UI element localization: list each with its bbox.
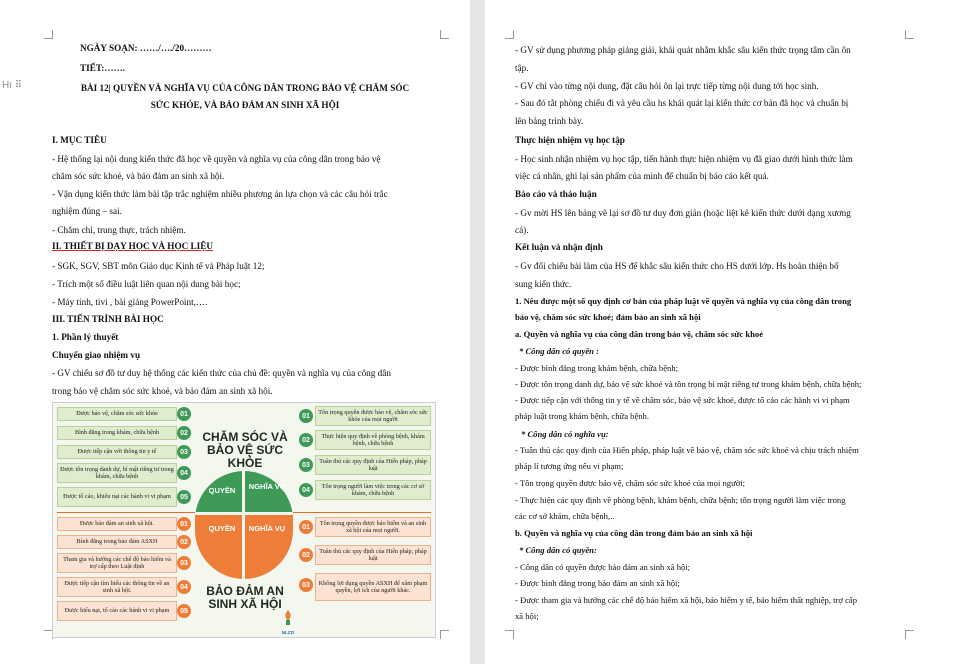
paragraph-line: - Vận dụng kiến thức làm bài tập trắc nghiệm nhiều phương án lựa chọn và các câu hỏi trắc (52, 189, 388, 199)
heading-health: a. Quyền và nghĩa vụ của công dân trong bảo vệ, chăm sóc sức khoẻ (515, 329, 764, 339)
header-date: NGÀY SOẠN: ……/…./20……… (80, 43, 212, 53)
paragraph-line: - GV sử dụng phương pháp giảng giải, khái quát nhằm khắc sâu kiến thức trọng tâm cần ôn (515, 45, 851, 55)
right-item: Được tiếp cận tìm hiểu các thông tin về an sinh xã hội. (57, 577, 177, 597)
paragraph-line: nghiệm đúng – sai. (52, 206, 122, 216)
torch-logo-icon (279, 609, 297, 635)
crop-mark (440, 30, 449, 39)
label-duties-bottom: NGHĨA VỤ (248, 524, 286, 533)
block-drag-handle-icon[interactable]: Hı ⠿ (2, 80, 23, 91)
right-item: Được tôn trọng danh dự, bí mật riêng tư trong khám, chữa bệnh (57, 463, 177, 483)
paragraph-line: sung kiến thức. (515, 279, 572, 289)
crop-mark (44, 30, 53, 39)
duty-item: Không lợi dụng quyền ASXH để xâm phạm quyền, lợi ích của người khác. (315, 573, 431, 601)
right-item: Được bảo vệ, chăm sóc sức khỏe (57, 407, 177, 421)
paragraph-line: - Được tôn trọng danh dự, bảo vệ sức khoẻ và tôn trọng bí mật riêng tư trong khám bệnh, chữa bệnh; (515, 379, 862, 389)
heading-perform: Thực hiện nhiệm vụ học tập (515, 135, 625, 145)
lesson-title-line2: SỨC KHỎE, VÀ BẢO ĐẢM AN SINH XÃ HỘI (150, 100, 340, 110)
label-rights-top: QUYỀN (208, 486, 236, 495)
right-item: Được hiểu nại, tố cáo các hành vi vi phạm (57, 601, 177, 621)
paragraph-line: - Được bình đẳng trong bảo đảm an sinh xã hội; (515, 578, 680, 588)
paragraph-line: - Thực hiện các quy định về phòng bệnh, khám bệnh, chữa bệnh; tôn trọng người làm việc trong (515, 495, 846, 505)
paragraph-line: - GV chiếu sơ đồ tư duy hệ thống các kiến thức của chủ đề: quyền và nghĩa vụ của công dân (52, 368, 391, 378)
paragraph-line: - Sau đó tắt phòng chiếu đi và yêu cầu hs khái quát lại kiến thức cơ bản đã học và chuẩn bị (515, 98, 849, 108)
heading-regulations: 1. Nêu được một số quy định cơ bản của pháp luật về quyền và nghĩa vụ của công dân trong (515, 296, 852, 306)
crop-mark (905, 630, 914, 639)
right-item: Tham gia và hưởng các chế độ bảo hiểm và trợ cấp theo Luật định (57, 553, 177, 573)
right-item: Được tiếp cận với thông tin y tế (57, 445, 177, 459)
subheading-task: Chuyển giao nhiệm vụ (52, 350, 141, 360)
paragraph-line: - GV chỉ vào từng nội dung, đặt câu hỏi ôn lại trực tiếp từng nội dung tới học sinh. (515, 81, 819, 91)
paragraph-line: - Máy tính, tivi , bài giảng PowerPoint,…. (52, 297, 208, 307)
right-item: Được bảo đảm an sinh xã hội. (57, 517, 177, 531)
duty-item: Tuân thủ các quy định của Hiến pháp, pháp luật (315, 545, 431, 565)
crop-mark (505, 30, 514, 39)
item-number: 05 (177, 604, 191, 618)
paragraph-line: việc cá nhân, ghi lại sản phẩm của mình để chuẩn bị báo cáo kết quả. (515, 171, 769, 181)
item-number: 02 (177, 426, 191, 440)
heading-regulations-cont: bảo vệ, chăm sóc sức khoẻ; đảm bảo an sinh xã hội (515, 312, 701, 322)
item-number: 01 (299, 520, 313, 534)
mindmap-infographic[interactable] (52, 402, 436, 638)
section-heading-objectives: I. MỤC TIÊU (52, 135, 107, 145)
paragraph-line: - Được tiếp cận với thông tin y tế về chăm sóc, bảo vệ sức khoẻ, được tố cáo các hành vi vi phạm (515, 395, 850, 405)
crop-mark (505, 630, 514, 639)
paragraph-line: - SGK, SGV, SBT môn Giáo dục Kinh tế và Pháp luật 12; (52, 261, 265, 271)
item-number: 04 (299, 483, 313, 497)
header-period: TIẾT:……. (80, 63, 126, 73)
document-page-left (0, 0, 470, 664)
crop-mark (905, 30, 914, 39)
logo-text: NLCD (281, 630, 295, 635)
item-number: 05 (177, 490, 191, 504)
paragraph-line: - Tuân thủ các quy định của Hiến pháp, pháp luật về bảo vệ, chăm sóc sức khoẻ và chịu trách nhiệm (515, 445, 859, 455)
heading-rights: * Công dân có quyền: (519, 545, 597, 555)
paragraph-line: - Tôn trọng quyền được bảo vệ, chăm sóc sức khoẻ của mọi người; (515, 478, 746, 488)
paragraph-line: - Gv đối chiếu bài làm của HS để khắc sâu kiến thức cho HS dưới lớp. Hs hoàn thiện bổ (515, 261, 839, 271)
heading-report: Báo cáo và thảo luận (515, 189, 597, 199)
item-number: 02 (299, 548, 313, 562)
paragraph-line: - Được bình đẳng trong khám bệnh, chữa bệnh; (515, 363, 679, 373)
item-number: 01 (299, 409, 313, 423)
item-number: 03 (299, 458, 313, 472)
label-rights-bottom: QUYỀN (208, 524, 236, 533)
paragraph-line: - Học sinh nhận nhiệm vụ học tập, tiến hành thực hiện nhiệm vụ đã giao dưới hình thức làm (515, 154, 853, 164)
paragraph-line: lên bảng trình bày. (515, 116, 584, 126)
item-number: 02 (177, 535, 191, 549)
paragraph-line: tập. (515, 63, 529, 73)
paragraph-line: chăm sóc sức khoẻ, và bảo đảm an sinh xã hội. (52, 171, 225, 181)
right-item: Bình đẳng trong khám, chữa bệnh (57, 426, 177, 440)
item-number: 01 (177, 407, 191, 421)
duty-item: Tôn trọng quyền được bảo vệ, chăm sóc sức khỏe của mọi người (315, 406, 431, 426)
item-number: 03 (177, 556, 191, 570)
item-number: 03 (299, 578, 313, 592)
heading-conclusion: Kết luận và nhận định (515, 242, 603, 252)
paragraph-line: - Gv mời HS lên bảng vẽ lại sơ đồ tư duy đơn giản (hoặc liệt kê kiến thức dưới dạng xương (515, 208, 851, 218)
item-number: 03 (177, 445, 191, 459)
paragraph-line: - Trích một số điều luật liên quan nội dung bài học; (52, 279, 241, 289)
heading-duties: * Công dân có nghĩa vụ: (521, 429, 609, 439)
paragraph-line: trong bảo vệ chăm sóc sức khoẻ, và bảo đảm an sinh xã hội. (52, 386, 273, 396)
paragraph-line: - Công dân có quyền được bảo đảm an sinh xã hội; (515, 562, 691, 572)
section-heading-equipment: II. THIẾT BỊ DẠY HỌC VÀ HỌC LIỆU (52, 241, 213, 251)
heading-social-security: b. Quyền và nghĩa vụ của công dân trong đảm bảo an sinh xã hội (515, 528, 753, 538)
infographic-title-social: BẢO ĐẢM AN SINH XÃ HỘI (206, 584, 284, 611)
infographic-title-health: CHĂM SÓC VÀ BẢO VỆ SỨC KHỎE (202, 430, 288, 470)
item-number: 01 (177, 517, 191, 531)
label-duties-top: NGHĨA VỤ (248, 482, 286, 491)
paragraph-line: cá). (515, 225, 529, 235)
paragraph-line: pháp luật trong khám bệnh, chữa bệnh. (515, 411, 650, 421)
crop-mark (440, 630, 449, 639)
lesson-title-line1: BÀI 12| QUYỀN VÀ NGHĨA VỤ CỦA CÔNG DÂN TRONG BẢO VỆ CHĂM SÓC (80, 83, 410, 93)
duty-item: Tuân thủ các quy định của Hiến pháp, pháp luật (315, 455, 431, 475)
paragraph-line: xã hội; (515, 611, 539, 621)
right-item: Bình đẳng trong bảo đảm ASXH (57, 535, 177, 549)
duty-item: Tôn trọng người làm việc trong các cơ sở khám, chữa bệnh (315, 480, 431, 500)
heading-rights: * Công dân có quyền : (519, 346, 599, 356)
item-number: 02 (299, 433, 313, 447)
subheading-theory: 1. Phần lý thuyết (52, 332, 119, 342)
item-number: 04 (177, 580, 191, 594)
duty-item: Tôn trọng quyền được bảo hiểm và an sinh xã hội của mọi người. (315, 517, 431, 537)
circle-divider (195, 512, 293, 515)
paragraph-line: - Chăm chỉ, trung thực, trách nhiệm. (52, 225, 186, 235)
circle-divider (242, 471, 245, 579)
duty-item: Thực hiện quy định về phòng bệnh, khám bệnh, chữa bệnh (315, 430, 431, 450)
paragraph-line: - Được tham gia và hưởng các chế độ bảo hiểm xã hội, bảo hiểm y tế, bảo hiểm thất nghiệp, trợ cấp (515, 595, 858, 605)
right-item: Được tố cáo, khiếu nại các hành vi vi phạm (57, 487, 177, 507)
paragraph-line: pháp lí tương ứng nếu vi phạm; (515, 461, 624, 471)
page-gap (470, 0, 485, 664)
paragraph-line: - Hệ thống lại nội dung kiến thức đã học về quyền và nghĩa vụ của công dân trong bảo vệ (52, 154, 381, 164)
paragraph-line: các cơ sở khám, chữa bệnh,.. (515, 511, 615, 521)
section-heading-process: III. TIẾN TRÌNH BÀI HỌC (52, 314, 164, 324)
item-number: 04 (177, 466, 191, 480)
document-page-right (485, 0, 955, 664)
